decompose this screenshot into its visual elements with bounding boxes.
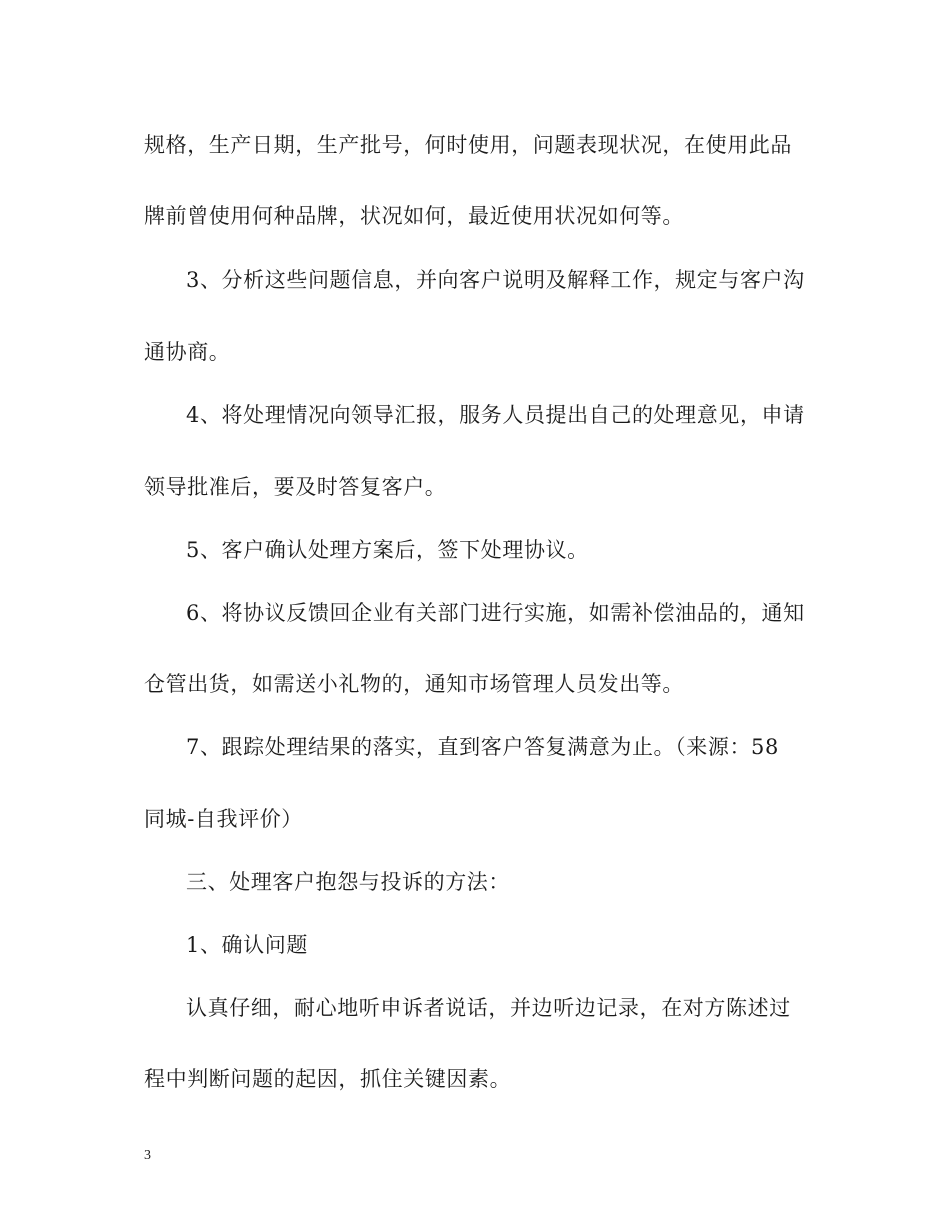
text-line: 同城-自我评价） [144,807,303,831]
paragraph-step-5: 5、客户确认处理方案后，签下处理协议。 [186,538,589,562]
text-line: 程中判断问题的起因，抓住关键因素。 [144,1067,512,1091]
page-number: 3 [144,1148,151,1163]
text-line: 规格，生产日期，生产批号，何时使用，问题表现状况，在使用此品 [144,133,792,157]
text-line: 仓管出货，如需送小礼物的，通知市场管理人员发出等。 [144,672,684,696]
sub-heading: 1、确认问题 [186,933,308,957]
paragraph-body: 认真仔细，耐心地听申诉者说话，并边听边记录，在对方陈述过 [186,996,791,1020]
paragraph-step-6: 6、将协议反馈回企业有关部门进行实施，如需补偿油品的，通知 [186,601,805,625]
text-line: 领导批准后，要及时答复客户。 [144,475,447,499]
text-line: 牌前曾使用何种品牌，状况如何，最近使用状况如何等。 [144,204,684,228]
section-heading: 三、处理客户抱怨与投诉的方法： [186,870,510,894]
text-line: 通协商。 [144,340,231,364]
paragraph-step-4: 4、将处理情况向领导汇报，服务人员提出自己的处理意见，申请 [186,403,805,427]
paragraph-step-7: 7、跟踪处理结果的落实，直到客户答复满意为止。（来源：58 [186,735,779,759]
paragraph-step-3: 3、分析这些问题信息，并向客户说明及解释工作，规定与客户沟 [186,268,805,292]
